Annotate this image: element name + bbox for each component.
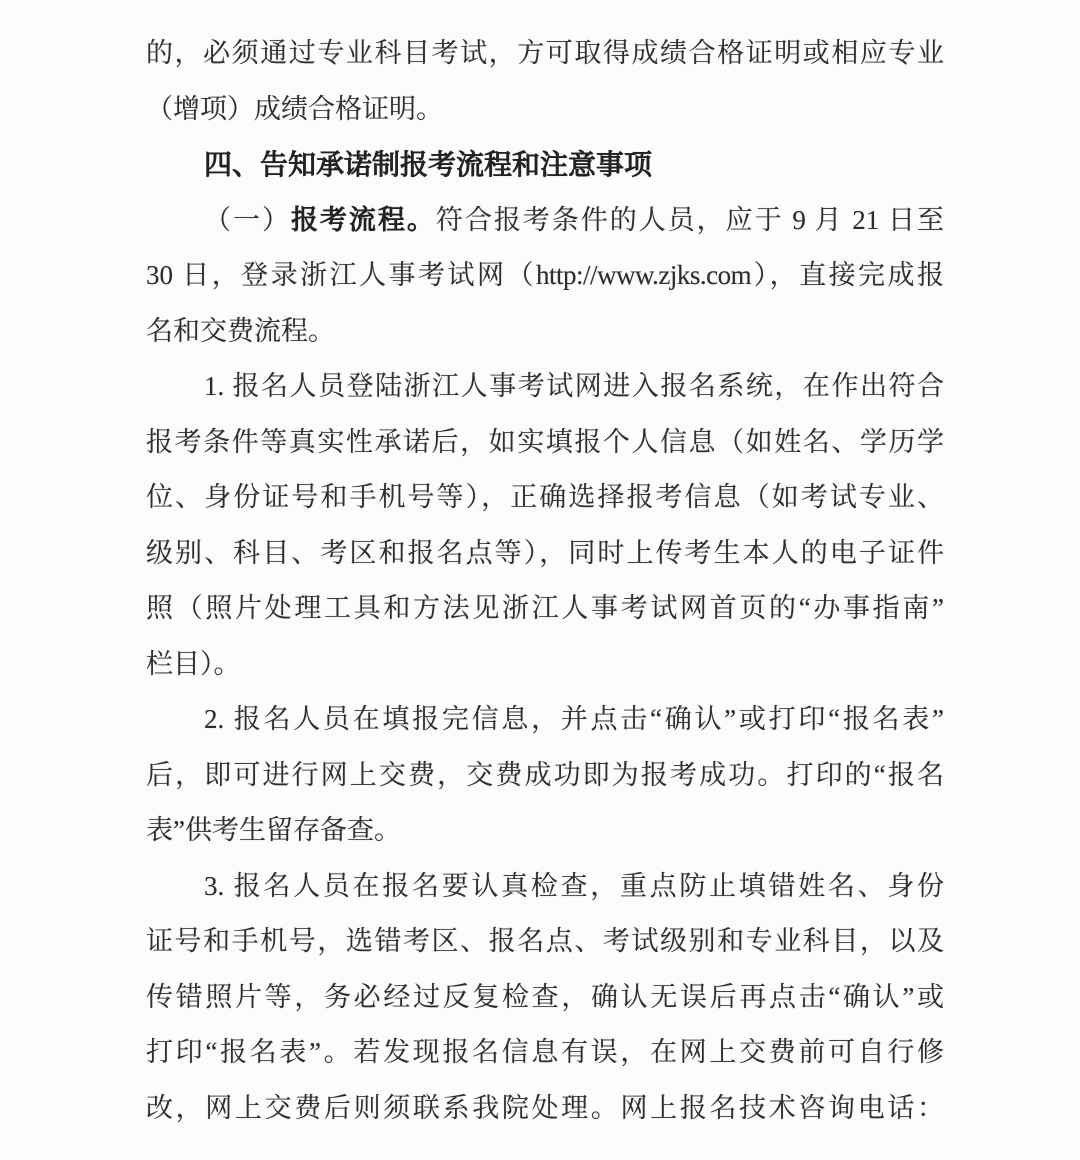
section-heading	[146, 137, 944, 193]
text-run: （一）	[204, 204, 291, 235]
text-line	[146, 637, 944, 693]
text-run: 表”供考生留存备查。	[146, 815, 401, 845]
text-run: 名和交费流程。	[146, 315, 335, 346]
text-run: 照（照片处理工具和方法见浙江人事考试网首页的“办事指南”	[146, 593, 944, 623]
text-line	[146, 82, 944, 138]
text-line	[146, 859, 944, 915]
text-run: 改，网上交费后则须联系我院处理。网上报名技术咨询电话：	[146, 1092, 944, 1123]
text-run: 传错照片等，务必经过反复检查，确认无误后再点击“确认”或	[146, 981, 944, 1012]
text-line	[146, 470, 944, 526]
text-run: 栏目）。	[146, 648, 241, 679]
text-line	[146, 914, 944, 970]
text-line	[146, 359, 944, 415]
text-line	[146, 748, 944, 804]
text-run: 位、身份证号和手机号等），正确选择报考信息（如考试专业、	[146, 482, 944, 512]
text-line	[146, 415, 944, 471]
text-run: 级别、科目、考区和报名点等），同时上传考生本人的电子证件	[146, 537, 944, 568]
url-text-run: http://www.zjks.com	[535, 260, 752, 290]
text-line	[146, 692, 944, 748]
text-run: ），直接完成报	[751, 260, 945, 290]
document-body	[146, 26, 944, 1136]
text-run: 1. 报名人员登陆浙江人事考试网进入报名系统，在作出符合	[204, 371, 944, 401]
text-line	[146, 1025, 944, 1081]
text-run: 证号和手机号，选错考区、报名点、考试级别和专业科目，以及	[146, 926, 944, 956]
text-run: 后，即可进行网上交费，交费成功即为报考成功。打印的“报名	[146, 759, 944, 790]
text-line	[146, 970, 944, 1026]
text-line	[146, 304, 944, 360]
text-run: 报考条件等真实性承诺后，如实填报个人信息（如姓名、学历学	[146, 426, 944, 457]
text-run: 30 日，登录浙江人事考试网（	[146, 260, 536, 290]
bold-text-run: 四、告知承诺制报考流程和注意事项	[204, 149, 653, 180]
text-line	[146, 581, 944, 637]
text-line	[146, 26, 944, 82]
text-run: 2. 报名人员在填报完信息，并点击“确认”或打印“报名表”	[204, 704, 944, 734]
text-run: （增项）成绩合格证明。	[146, 93, 443, 124]
text-line	[146, 193, 944, 249]
text-line	[146, 803, 944, 859]
text-run: 的，必须通过专业科目考试，方可取得成绩合格证明或相应专业	[146, 38, 944, 68]
text-run: 打印“报名表”。若发现报名信息有误，在网上交费前可自行修	[146, 1037, 944, 1067]
text-run: 符合报考条件的人员，应于 9 月 21 日至	[435, 204, 945, 235]
text-line	[146, 1081, 944, 1137]
text-run: 3. 报名人员在报名要认真检查，重点防止填错姓名、身份	[204, 870, 944, 901]
text-line	[146, 526, 944, 582]
text-line	[146, 248, 944, 304]
bold-text-run: 报考流程。	[290, 204, 436, 235]
